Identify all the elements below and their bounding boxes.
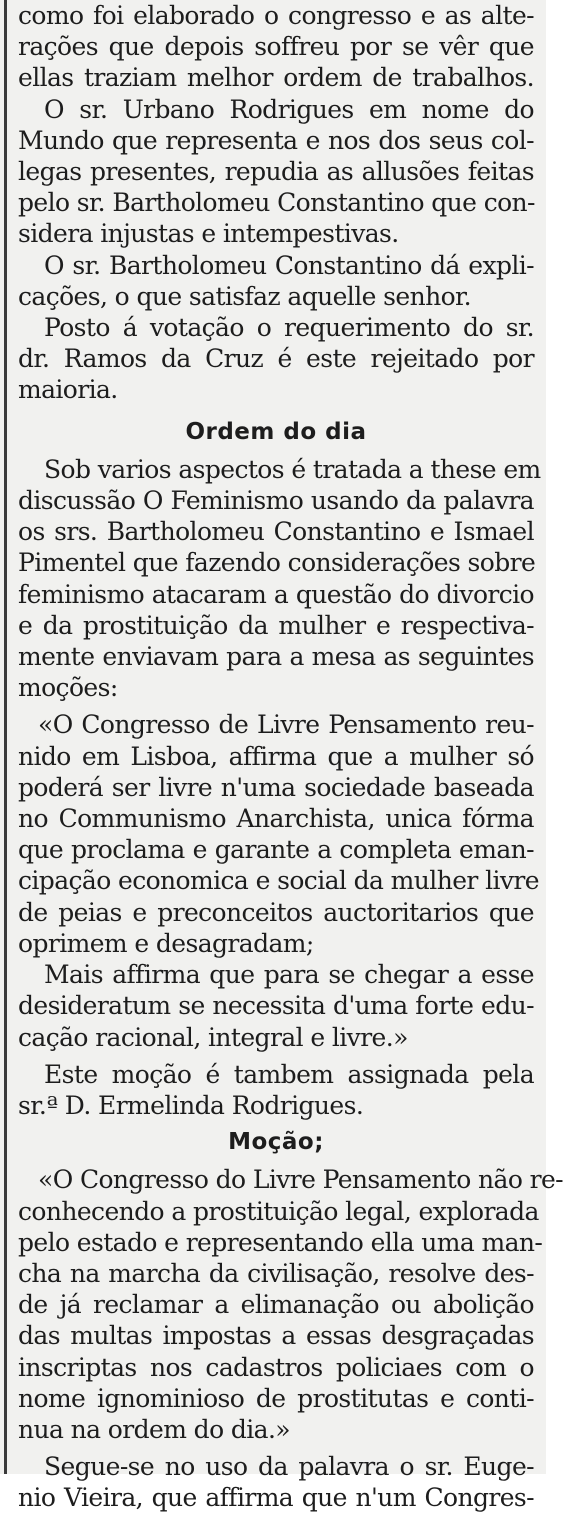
text-line: cha na marcha da civilisação, resolve des-: [18, 1258, 534, 1288]
text-line: discussão O Feminismo usando da palavra: [18, 486, 534, 516]
paragraph-spacer: [18, 406, 534, 417]
text-line: pelo estado e representando ella uma man-: [18, 1227, 543, 1257]
text-line: Posto á votação o requerimento do sr.: [44, 313, 534, 343]
text-line: O sr. Bartholomeu Constantino dá expli-: [44, 250, 534, 280]
text-line: nua na ordem do dia.»: [18, 1414, 291, 1444]
text-line: que proclama e garante a completa eman-: [18, 835, 534, 865]
text-line: como foi elaborado o congresso e as alte-: [18, 1, 534, 30]
text-line: Segue-se no uso da palavra o sr. Euge-: [44, 1452, 534, 1482]
text-line: feminismo atacaram a questão do divorcio: [18, 579, 534, 609]
text-line: cações, o que satisfaz aquelle senhor.: [18, 281, 471, 311]
text-line: rações que depois soffreu por se vêr que: [18, 32, 534, 62]
text-line: sidera injustas e intempestivas.: [18, 219, 399, 249]
section-heading: Moção;: [228, 1129, 324, 1156]
text-line: moções:: [18, 673, 118, 703]
section-heading: Ordem do dia: [185, 418, 367, 445]
text-line: os srs. Bartholomeu Constantino e Ismael: [18, 517, 534, 547]
text-line: cipação economica e social da mulher livre: [18, 866, 539, 896]
text-line: nido em Lisboa, affirma que a mulher só: [18, 741, 534, 771]
text-line: Mais affirma que para se chegar a esse: [44, 960, 534, 990]
text-line: poderá ser livre n'uma sociedade baseada: [18, 772, 534, 802]
text-line: mente enviavam para a mesa as seguintes: [18, 642, 534, 672]
text-line: pelo sr. Bartholomeu Constantino que con-: [18, 188, 535, 218]
text-line: «O Congresso de Livre Pensamento reu-: [38, 710, 534, 740]
text-line: conhecendo a prostituição legal, explorada: [18, 1196, 539, 1226]
text-line: Mundo que representa e nos dos seus col-: [18, 125, 534, 155]
text-line: Pimentel que fazendo considerações sobre: [18, 548, 536, 578]
text-line: cação racional, integral e livre.»: [18, 1022, 408, 1052]
text-line: Sob varios aspectos é tratada a these em: [44, 454, 541, 484]
article-column: [18, 0, 563, 1514]
text-line: inscriptas nos cadastros policiaes com o: [18, 1352, 534, 1382]
column-rule: [4, 0, 7, 1474]
text-line: «O Congresso do Livre Pensamento não re-: [38, 1165, 563, 1195]
text-line: e da prostituição da mulher e respectiva-: [18, 610, 534, 640]
text-line: desideratum se necessita d'uma forte edu-: [18, 991, 534, 1021]
text-line: O sr. Urbano Rodrigues em nome do: [44, 94, 534, 124]
text-line: de peias e preconceitos auctoritarios que: [18, 897, 534, 927]
text-line: de já reclamar a elimanação ou abolição: [18, 1290, 534, 1320]
text-line: no Communismo Anarchista, unica fórma: [18, 804, 534, 834]
text-line: Este moção é tambem assignada pela: [44, 1059, 534, 1089]
text-line: sr.ª D. Ermelinda Rodrigues.: [18, 1090, 364, 1120]
text-line: nome ignominioso de prostitutas e conti-: [18, 1383, 534, 1413]
text-line: das multas impostas a essas desgraçadas: [18, 1321, 534, 1351]
text-line: oprimem e desagradam;: [18, 928, 314, 958]
text-line: dr. Ramos da Cruz é este rejeitado por: [18, 344, 534, 374]
text-line: legas presentes, repudia as allusões feitas: [18, 157, 534, 187]
text-line: maioria.: [18, 375, 118, 405]
text-line: ellas traziam melhor ordem de trabalhos.: [18, 63, 534, 93]
text-line: nio Vieira, que affirma que n'um Congres-: [18, 1483, 534, 1513]
